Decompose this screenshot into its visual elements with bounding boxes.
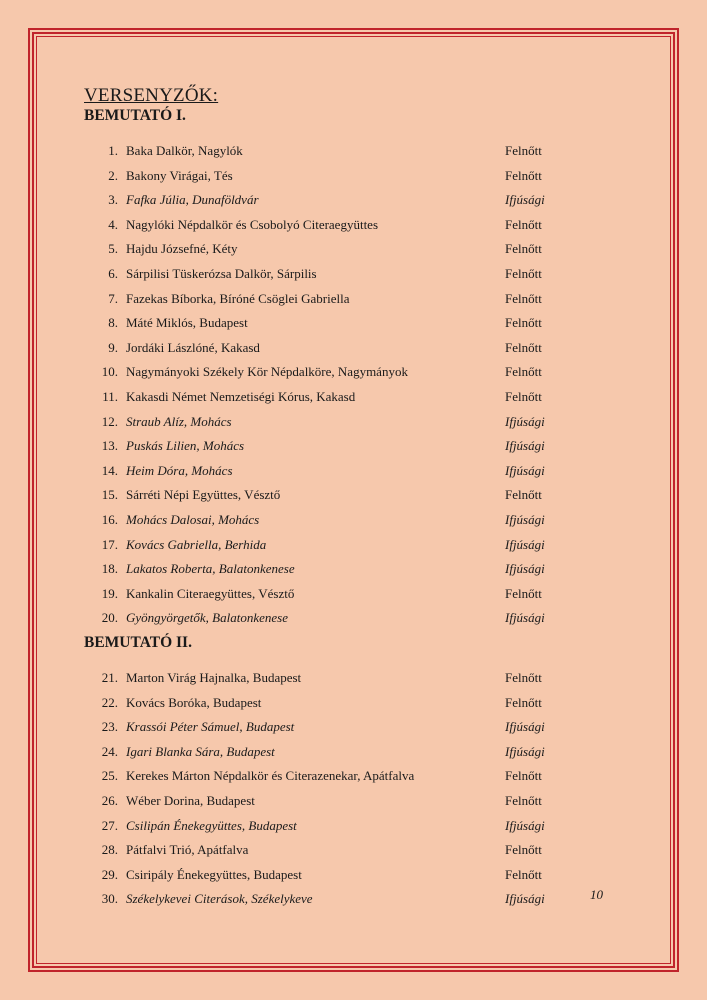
entry-number: 1. bbox=[108, 143, 118, 158]
entry-number: 2. bbox=[108, 167, 118, 183]
entry-category: Felnőtt bbox=[505, 694, 542, 710]
entry-number: 27. bbox=[101, 817, 118, 833]
entry-category: Ifjúsági bbox=[505, 462, 545, 478]
entry-category: Felnőtt bbox=[505, 388, 542, 404]
entry-name: Kovács Boróka, Budapest bbox=[126, 694, 262, 710]
entry-name: Puskás Lilien, Mohács bbox=[126, 438, 245, 454]
entry-number: 3. bbox=[108, 192, 118, 208]
list-item bbox=[0, 483, 707, 508]
entry-number: 23. bbox=[101, 719, 118, 735]
list-item bbox=[0, 287, 707, 312]
entry-category: Felnőtt bbox=[505, 866, 542, 882]
entry-name: Marton Virág Hajnalka, Budapest bbox=[126, 670, 302, 685]
entry-category: Felnőtt bbox=[505, 842, 542, 858]
entry-name: Lakatos Roberta, Balatonkenese bbox=[126, 561, 295, 577]
entry-name: Mohács Dalosai, Mohács bbox=[126, 511, 260, 527]
entry-number: 9. bbox=[108, 339, 118, 355]
list-item bbox=[0, 213, 707, 238]
entry-name: Kankalin Citeraegyüttes, Vésztő bbox=[126, 585, 295, 601]
entry-number: 17. bbox=[101, 536, 118, 552]
entry-number: 15. bbox=[101, 487, 118, 503]
list-item bbox=[0, 459, 707, 484]
entry-category: Felnőtt bbox=[505, 670, 542, 685]
list-item bbox=[0, 691, 707, 716]
entry-name: Székelykevei Citerások, Székelykeve bbox=[126, 891, 313, 907]
list-item bbox=[0, 360, 707, 385]
list-item bbox=[0, 533, 707, 558]
entry-number: 16. bbox=[101, 511, 118, 527]
list-item bbox=[0, 508, 707, 533]
entry-category: Felnőtt bbox=[505, 487, 542, 503]
entry-category: Ifjúsági bbox=[505, 817, 545, 833]
list-item bbox=[0, 715, 707, 740]
entry-number: 24. bbox=[101, 743, 118, 759]
entry-category: Ifjúsági bbox=[505, 719, 545, 735]
entry-category: Felnőtt bbox=[505, 216, 542, 232]
list-item bbox=[0, 814, 707, 839]
list-item bbox=[0, 188, 707, 213]
entry-name: Krassói Péter Sámuel, Budapest bbox=[126, 719, 295, 735]
entry-number: 20. bbox=[101, 610, 118, 626]
entry-category: Ifjúsági bbox=[505, 610, 545, 626]
entry-number: 5. bbox=[108, 241, 118, 257]
list-item bbox=[0, 262, 707, 287]
entry-number: 18. bbox=[101, 561, 118, 577]
entry-number: 11. bbox=[102, 388, 118, 404]
entry-category: Felnőtt bbox=[505, 265, 542, 281]
entry-category: Felnőtt bbox=[505, 339, 542, 355]
entry-name: Máté Miklós, Budapest bbox=[126, 315, 248, 331]
list-item bbox=[0, 311, 707, 336]
list-item bbox=[0, 164, 707, 189]
entry-name: Gyöngyörgetők, Balatonkenese bbox=[126, 610, 288, 626]
section-title-1: BEMUTATÓ I. bbox=[84, 107, 186, 124]
entry-category: Felnőtt bbox=[505, 315, 542, 331]
list-item bbox=[0, 606, 707, 631]
entry-name: Sárpilisi Tüskerózsa Dalkör, Sárpilis bbox=[126, 265, 317, 281]
entry-name: Bakony Virágai, Tés bbox=[126, 167, 233, 183]
entry-category: Felnőtt bbox=[505, 364, 542, 380]
list-item bbox=[0, 666, 707, 691]
entry-category: Felnőtt bbox=[505, 768, 542, 784]
list-item bbox=[0, 237, 707, 262]
entry-name: Csiripály Énekegyüttes, Budapest bbox=[126, 866, 302, 882]
list-item bbox=[0, 336, 707, 361]
entry-number: 26. bbox=[101, 792, 118, 808]
entry-category: Ifjúsági bbox=[505, 413, 545, 429]
entry-number: 29. bbox=[101, 866, 118, 882]
entry-number: 28. bbox=[101, 842, 118, 858]
entry-number: 30. bbox=[101, 891, 118, 907]
entry-category: Felnőtt bbox=[505, 241, 542, 257]
entry-category: Ifjúsági bbox=[505, 891, 545, 907]
list-item bbox=[0, 838, 707, 863]
entry-name: Baka Dalkör, Nagylók bbox=[126, 143, 243, 158]
entry-number: 13. bbox=[101, 438, 118, 454]
entry-number: 22. bbox=[101, 694, 118, 710]
entry-name: Hajdu Józsefné, Kéty bbox=[126, 241, 238, 257]
entry-category: Ifjúsági bbox=[505, 511, 545, 527]
entry-category: Ifjúsági bbox=[505, 438, 545, 454]
entry-category: Felnőtt bbox=[505, 585, 542, 601]
list-item bbox=[0, 410, 707, 435]
entry-name: Straub Alíz, Mohács bbox=[126, 413, 232, 429]
entry-category: Felnőtt bbox=[505, 290, 542, 306]
entry-name: Nagymányoki Székely Kör Népdalköre, Nagymányok bbox=[126, 364, 408, 380]
entry-name: Csilipán Énekegyüttes, Budapest bbox=[126, 817, 297, 833]
entry-name: Kovács Gabriella, Berhida bbox=[126, 536, 267, 552]
section-title-2: BEMUTATÓ II. bbox=[84, 634, 192, 651]
entry-name: Nagylóki Népdalkör és Csobolyó Citeraegyüttes bbox=[126, 216, 379, 232]
list-item bbox=[0, 434, 707, 459]
entry-number: 4. bbox=[108, 216, 118, 232]
entry-category: Ifjúsági bbox=[505, 743, 545, 759]
list-item bbox=[0, 740, 707, 765]
entry-number: 14. bbox=[101, 462, 118, 478]
entry-name: Kakasdi Német Nemzetiségi Kórus, Kakasd bbox=[126, 388, 356, 404]
list-item bbox=[0, 863, 707, 888]
entry-category: Felnőtt bbox=[505, 792, 542, 808]
page-number: 10 bbox=[590, 887, 603, 902]
entry-name: Sárréti Népi Együttes, Vésztő bbox=[126, 487, 281, 503]
entry-name: Heim Dóra, Mohács bbox=[126, 462, 233, 478]
entry-category: Ifjúsági bbox=[505, 561, 545, 577]
entry-number: 12. bbox=[101, 413, 118, 429]
entry-number: 7. bbox=[108, 290, 118, 306]
list-item bbox=[0, 764, 707, 789]
entry-number: 21. bbox=[101, 670, 118, 685]
list-item bbox=[0, 582, 707, 607]
list-item bbox=[0, 139, 707, 164]
entry-list-2 bbox=[0, 666, 707, 912]
entry-number: 10. bbox=[101, 364, 118, 380]
entry-name: Fazekas Bíborka, Bíróné Csöglei Gabriella bbox=[126, 290, 350, 306]
entry-category: Ifjúsági bbox=[505, 192, 545, 208]
entry-category: Ifjúsági bbox=[505, 536, 545, 552]
entry-name: Jordáki Lászlóné, Kakasd bbox=[126, 339, 260, 355]
list-item bbox=[0, 385, 707, 410]
entry-name: Pátfalvi Trió, Apátfalva bbox=[126, 842, 249, 858]
entry-number: 8. bbox=[108, 315, 118, 331]
entry-number: 6. bbox=[108, 265, 118, 281]
entry-list-1 bbox=[0, 139, 707, 631]
entry-name: Igari Blanka Sára, Budapest bbox=[126, 743, 275, 759]
entry-name: Kerekes Márton Népdalkör és Citerazenekar, Apátfalva bbox=[126, 768, 415, 784]
page-heading: VERSENYZŐK: bbox=[84, 85, 219, 106]
entry-number: 25. bbox=[101, 768, 118, 784]
entry-category: Felnőtt bbox=[505, 167, 542, 183]
list-item bbox=[0, 557, 707, 582]
list-item bbox=[0, 789, 707, 814]
entry-category: Felnőtt bbox=[505, 143, 542, 158]
entry-number: 19. bbox=[101, 585, 118, 601]
entry-name: Wéber Dorina, Budapest bbox=[126, 792, 255, 808]
entry-name: Fafka Júlia, Dunaföldvár bbox=[126, 192, 259, 208]
